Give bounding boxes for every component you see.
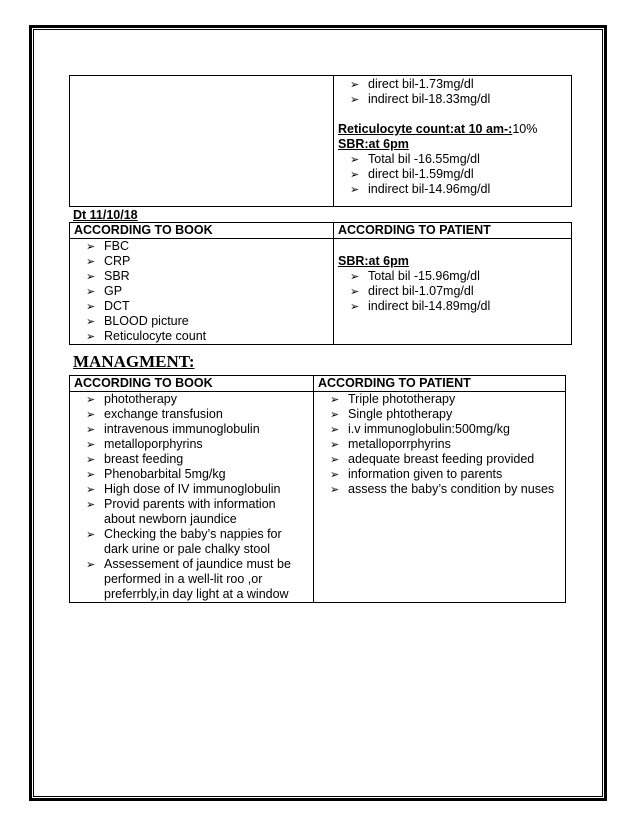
patient-bilirubin-list — [338, 269, 567, 314]
lab-results-table-1 — [69, 75, 572, 207]
header-according-to-patient: ACCORDING TO PATIENT — [314, 376, 566, 392]
list-item: ➢ direct bil-1.59mg/dl — [338, 167, 567, 182]
list-item: ➢ direct bil-1.07mg/dl — [338, 284, 567, 299]
list-item: ➢ Single phtotherapy — [318, 407, 561, 422]
patient-management-cell — [314, 392, 566, 603]
management-heading: MANAGMENT: — [73, 352, 195, 371]
list-item: ➢ SBR — [74, 269, 329, 284]
list-item: ➢ adequate breast feeding provided — [318, 452, 561, 467]
list-item: ➢ indirect bil-14.89mg/dl — [338, 299, 567, 314]
list-item: ➢ Total bil -16.55mg/dl — [338, 152, 567, 167]
list-item: ➢ indirect bil-14.96mg/dl — [338, 182, 567, 197]
list-item: ➢ metalloporphyrins — [74, 437, 309, 452]
list-item: ➢ Total bil -15.96mg/dl — [338, 269, 567, 284]
bilirubin-list-b — [338, 152, 567, 197]
header-according-to-book: ACCORDING TO BOOK — [70, 376, 314, 392]
list-item: ➢ Phenobarbital 5mg/kg — [74, 467, 309, 482]
list-item: ➢ BLOOD picture — [74, 314, 329, 329]
book-management-list — [74, 392, 309, 602]
list-item: ➢ Reticulocyte count — [74, 329, 329, 344]
list-item: ➢ information given to parents — [318, 467, 561, 482]
list-item: ➢ Checking the baby’s nappies for dark urine or pale chalky stool — [74, 527, 309, 557]
header-according-to-book: ACCORDING TO BOOK — [70, 223, 334, 239]
list-item: ➢ GP — [74, 284, 329, 299]
list-item: ➢ Assessement of jaundice must be performed in a well-lit roo ,or preferrbly,in day light at a window — [74, 557, 309, 602]
reticulocyte-line — [338, 122, 567, 137]
list-item: ➢ indirect bil-18.33mg/dl — [338, 92, 567, 107]
list-item: ➢ FBC — [74, 239, 329, 254]
book-management-cell — [70, 392, 314, 603]
reticulocyte-value: 10% — [512, 122, 538, 136]
list-item: ➢ intravenous immunoglobulin — [74, 422, 309, 437]
list-item: ➢ breast feeding — [74, 452, 309, 467]
patient-management-list — [318, 392, 561, 497]
list-item: ➢ phototherapy — [74, 392, 309, 407]
book-investigations-list — [74, 239, 329, 344]
list-item: ➢ i.v immunoglobulin:500mg/kg — [318, 422, 561, 437]
list-item: ➢ direct bil-1.73mg/dl — [338, 77, 567, 92]
list-item: ➢ Provid parents with information about newborn jaundice — [74, 497, 309, 527]
list-item: ➢ assess the baby’s condition by nuses — [318, 482, 561, 497]
book-investigations-cell — [70, 239, 334, 345]
header-according-to-patient: ACCORDING TO PATIENT — [334, 223, 572, 239]
investigations-table — [69, 222, 572, 345]
management-table — [69, 375, 566, 603]
patient-investigations-cell — [334, 239, 572, 345]
list-item: ➢ Triple phototherapy — [318, 392, 561, 407]
empty-left-cell — [70, 76, 334, 207]
list-item: ➢ High dose of IV immunoglobulin — [74, 482, 309, 497]
sbr-label: SBR:at 6pm — [338, 137, 409, 151]
list-item: ➢ metalloporrphyrins — [318, 437, 561, 452]
list-item: ➢ DCT — [74, 299, 329, 314]
date-label: Dt 11/10/18 — [73, 208, 138, 222]
reticulocyte-label: Reticulocyte count:at 10 am-: — [338, 122, 513, 136]
list-item: ➢ CRP — [74, 254, 329, 269]
sbr-label: SBR:at 6pm — [338, 254, 409, 268]
lab-results-right-cell — [334, 76, 572, 207]
bilirubin-list-a — [338, 77, 567, 107]
list-item: ➢ exchange transfusion — [74, 407, 309, 422]
